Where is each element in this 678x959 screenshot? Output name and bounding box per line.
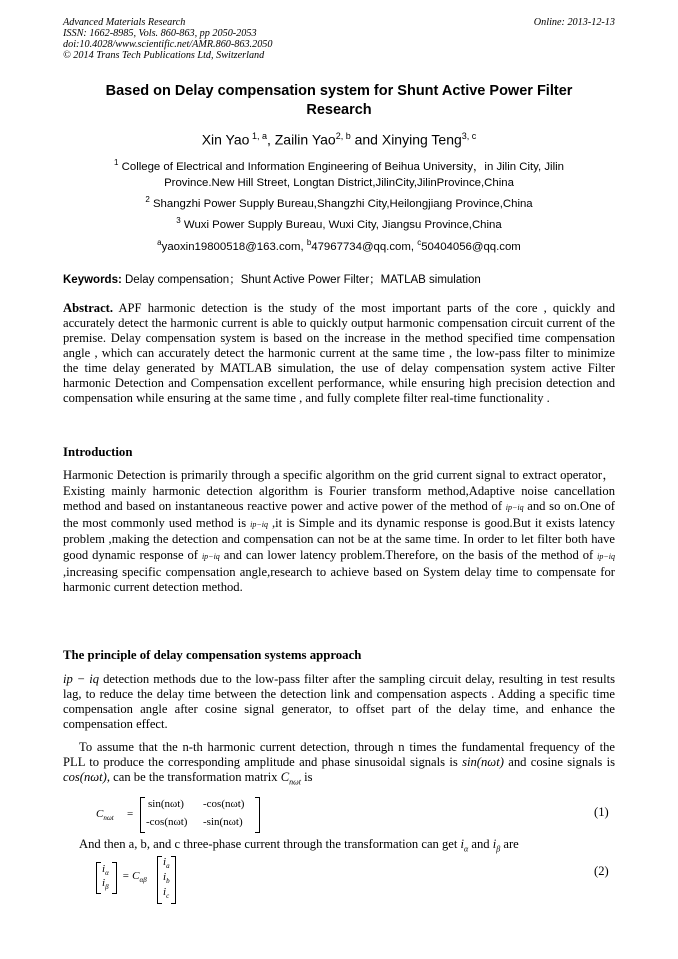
principle-text-2b: and cosine signals is xyxy=(503,755,615,769)
intro-text-2: and so on.One of the most commonly used method is xyxy=(63,499,615,530)
principle-math-ip-iq: ip − iq xyxy=(63,672,100,686)
abstract-text: APF harmonic detection is the study of the most important parts of the core , quickly and accurately detect the harmonic current is able to quickly output harmonic compensation circuit current of the premise. Delay compensation system is based on the increase in the method specified time compensation angle , which can accurately detect the harmonic current at the same time , the low-pass filter to minimize the time delay generated by MATLAB simulation, the use of delay compensation system active Filter harmonic Detection and Compensation excellent performance, while ensuring high precision detection and compensation while ensuring at the same time , and fully complete filter real-time functionality . xyxy=(63,301,615,405)
author-3: and Xinying Teng xyxy=(350,131,462,148)
principle-text-2c: , can be the transformation matrix xyxy=(106,770,281,784)
eq2-v2: $i_\beta$ xyxy=(102,877,109,892)
author-2: , Zailin Yao xyxy=(266,131,336,148)
paper-title xyxy=(63,82,615,120)
intro-math-1: ip−iq xyxy=(505,503,524,513)
i-alpha: i xyxy=(460,837,465,851)
affiliation-3-sup: 3 xyxy=(176,216,181,225)
eq2-right-bracket-2 xyxy=(171,856,176,904)
principle-text-3b: and xyxy=(468,837,493,851)
email-b: 47967734@qq.com, xyxy=(311,240,418,253)
email-b-sup: b xyxy=(306,238,312,247)
title-line-1: Based on Delay compensation system for Shunt Active Power Filter xyxy=(105,83,573,99)
eq2-r3: $i_c$ xyxy=(163,886,170,901)
principle-text-1: detection methods due to the low-pass filter after the sampling circuit delay, resulting in test results lag, to reduce the delay time between the detection link and compensation aspects . Adding a specific time compensation angle after cosine signal generator, to offset part of the delay time, and enhance the compensation effect. xyxy=(63,672,616,731)
abstract xyxy=(63,301,615,406)
email-a: yaoxin19800518@163.com, xyxy=(161,240,307,253)
online-date: Online: 2013-12-13 xyxy=(533,17,615,28)
copyright: © 2014 Trans Tech Publications Ltd, Switzerland xyxy=(63,50,265,61)
intro-text-3: ,it is Simple and its dynamic response is good.But it exists latency problem ,making the detection and compensation can not be at the same time. In order to let filter both have good dynamic response of xyxy=(63,515,615,562)
intro-text-5: ,increasing specific compensation angle,research to achieve based on System delay time to compensate for harmonic current detection method. xyxy=(63,564,615,595)
eq1-left-bracket xyxy=(140,797,145,833)
eq2-left-bracket-2 xyxy=(157,856,162,904)
intro-text-4: and can lower latency problem.Therefore, on the basis of the method of xyxy=(219,547,598,562)
author-1: Xin Yao xyxy=(201,131,250,148)
email-a-sup: a xyxy=(157,238,162,247)
principle-paragraph-3 xyxy=(63,837,615,857)
eq1-a12: -cos(nωt) xyxy=(203,798,245,810)
issn: ISSN: 1662-8985, Vols. 860-863, pp 2050-2053 xyxy=(63,28,257,39)
principle-paragraph-1 xyxy=(63,672,615,732)
eq2-left-bracket-1 xyxy=(96,862,101,894)
abstract-label: Abstract. xyxy=(63,301,114,315)
affiliation-3-text: Wuxi Power Supply Bureau, Wuxi City, Jiangsu Province,China xyxy=(180,218,502,231)
eq2-equals-c: = $C_{\alpha\beta}$ xyxy=(122,870,147,885)
matrix-c-symbol: C xyxy=(280,770,290,784)
i-alpha-sub: α xyxy=(464,844,469,854)
affiliation-2-sup: 2 xyxy=(145,195,150,204)
eq1-a22: -sin(nωt) xyxy=(203,816,243,828)
eq2-r2: $i_b$ xyxy=(163,871,170,886)
affiliation-2-text: Shangzhi Power Supply Bureau,Shangzhi City,Heilongjiang Province,China xyxy=(149,197,533,210)
affiliation-1 xyxy=(63,155,615,191)
eq2-r1: $i_a$ xyxy=(163,856,170,871)
principle-text-2a: To assume that the n-th harmonic current detection, through n times the fundamental frequency of the PLL to produce the corresponding amplitude and phase sinusoidal signals is xyxy=(63,740,615,769)
intro-math-4: ip−iq xyxy=(597,551,616,561)
intro-text-1: Harmonic Detection is primarily through a specific algorithm on the grid current signal to extract operator，Existing mainly harmonic detection algorithm is Fourier transform method,Adaptive noise cancellation method and based on instantaneous reactive power and active power of the method of xyxy=(63,468,615,514)
affiliation-3 xyxy=(63,213,615,233)
email-list xyxy=(63,235,615,255)
i-beta: i xyxy=(492,837,497,851)
affiliation-1-sup: 1 xyxy=(114,158,119,167)
eq1-right-bracket xyxy=(255,797,260,833)
section-heading-principle: The principle of delay compensation systems approach xyxy=(63,648,362,662)
principle-text-3c: are xyxy=(500,837,519,851)
intro-math-3: ip−iq xyxy=(201,551,220,561)
author-2-sup: 2, b xyxy=(335,131,351,141)
introduction-paragraph xyxy=(63,468,615,596)
keywords-label: Keywords: xyxy=(63,274,122,286)
doi: doi:10.4028/www.scientific.net/AMR.860-863.2050 xyxy=(63,39,273,50)
equation-1 xyxy=(96,797,266,833)
affiliation-1-line-2: Province.New Hill Street, Longtan District,JilinCity,JilinProvince,China xyxy=(164,176,514,189)
email-c-sup: c xyxy=(417,238,422,247)
journal-name: Advanced Materials Research xyxy=(63,17,186,28)
eq1-equals: = xyxy=(127,808,134,820)
title-line-2: Research xyxy=(306,102,372,118)
email-c: 50404056@qq.com xyxy=(421,240,521,253)
matrix-c-subscript: nωt xyxy=(289,777,301,787)
eq1-a21: -cos(nωt) xyxy=(146,816,188,828)
principle-paragraph-2 xyxy=(63,740,615,790)
author-3-sup: 3, c xyxy=(461,131,477,141)
author-list xyxy=(63,127,615,149)
eq1-a11: sin(nωt) xyxy=(148,798,184,810)
keywords-text: Delay compensation；Shunt Active Power Filter；MATLAB simulation xyxy=(121,274,481,286)
affiliation-1-line-1: College of Electrical and Information Engineering of Beihua University，in Jilin City, Jilin xyxy=(118,160,564,173)
section-heading-introduction: Introduction xyxy=(63,445,133,459)
i-beta-sub: β xyxy=(496,844,501,854)
sin-signal: sin(nωt) xyxy=(462,755,504,769)
equation-2 xyxy=(96,856,216,904)
keywords xyxy=(63,271,615,287)
equation-1-number: (1) xyxy=(594,805,609,819)
cos-signal: cos(nωt) xyxy=(63,770,107,784)
author-1-sup: 1, a xyxy=(249,131,267,141)
eq1-lhs: $C_{n\omega t}$ xyxy=(96,808,114,823)
affiliation-2 xyxy=(63,192,615,212)
eq2-right-bracket-1 xyxy=(112,862,117,894)
intro-math-2: ip−iq xyxy=(250,519,268,529)
journal-header xyxy=(63,17,615,61)
principle-text-2d: is xyxy=(300,770,313,784)
principle-text-3a: And then a, b, and c three-phase current through the transformation can get xyxy=(79,837,461,851)
equation-2-number: (2) xyxy=(594,864,609,878)
eq2-v1: $i_\alpha$ xyxy=(102,863,109,878)
